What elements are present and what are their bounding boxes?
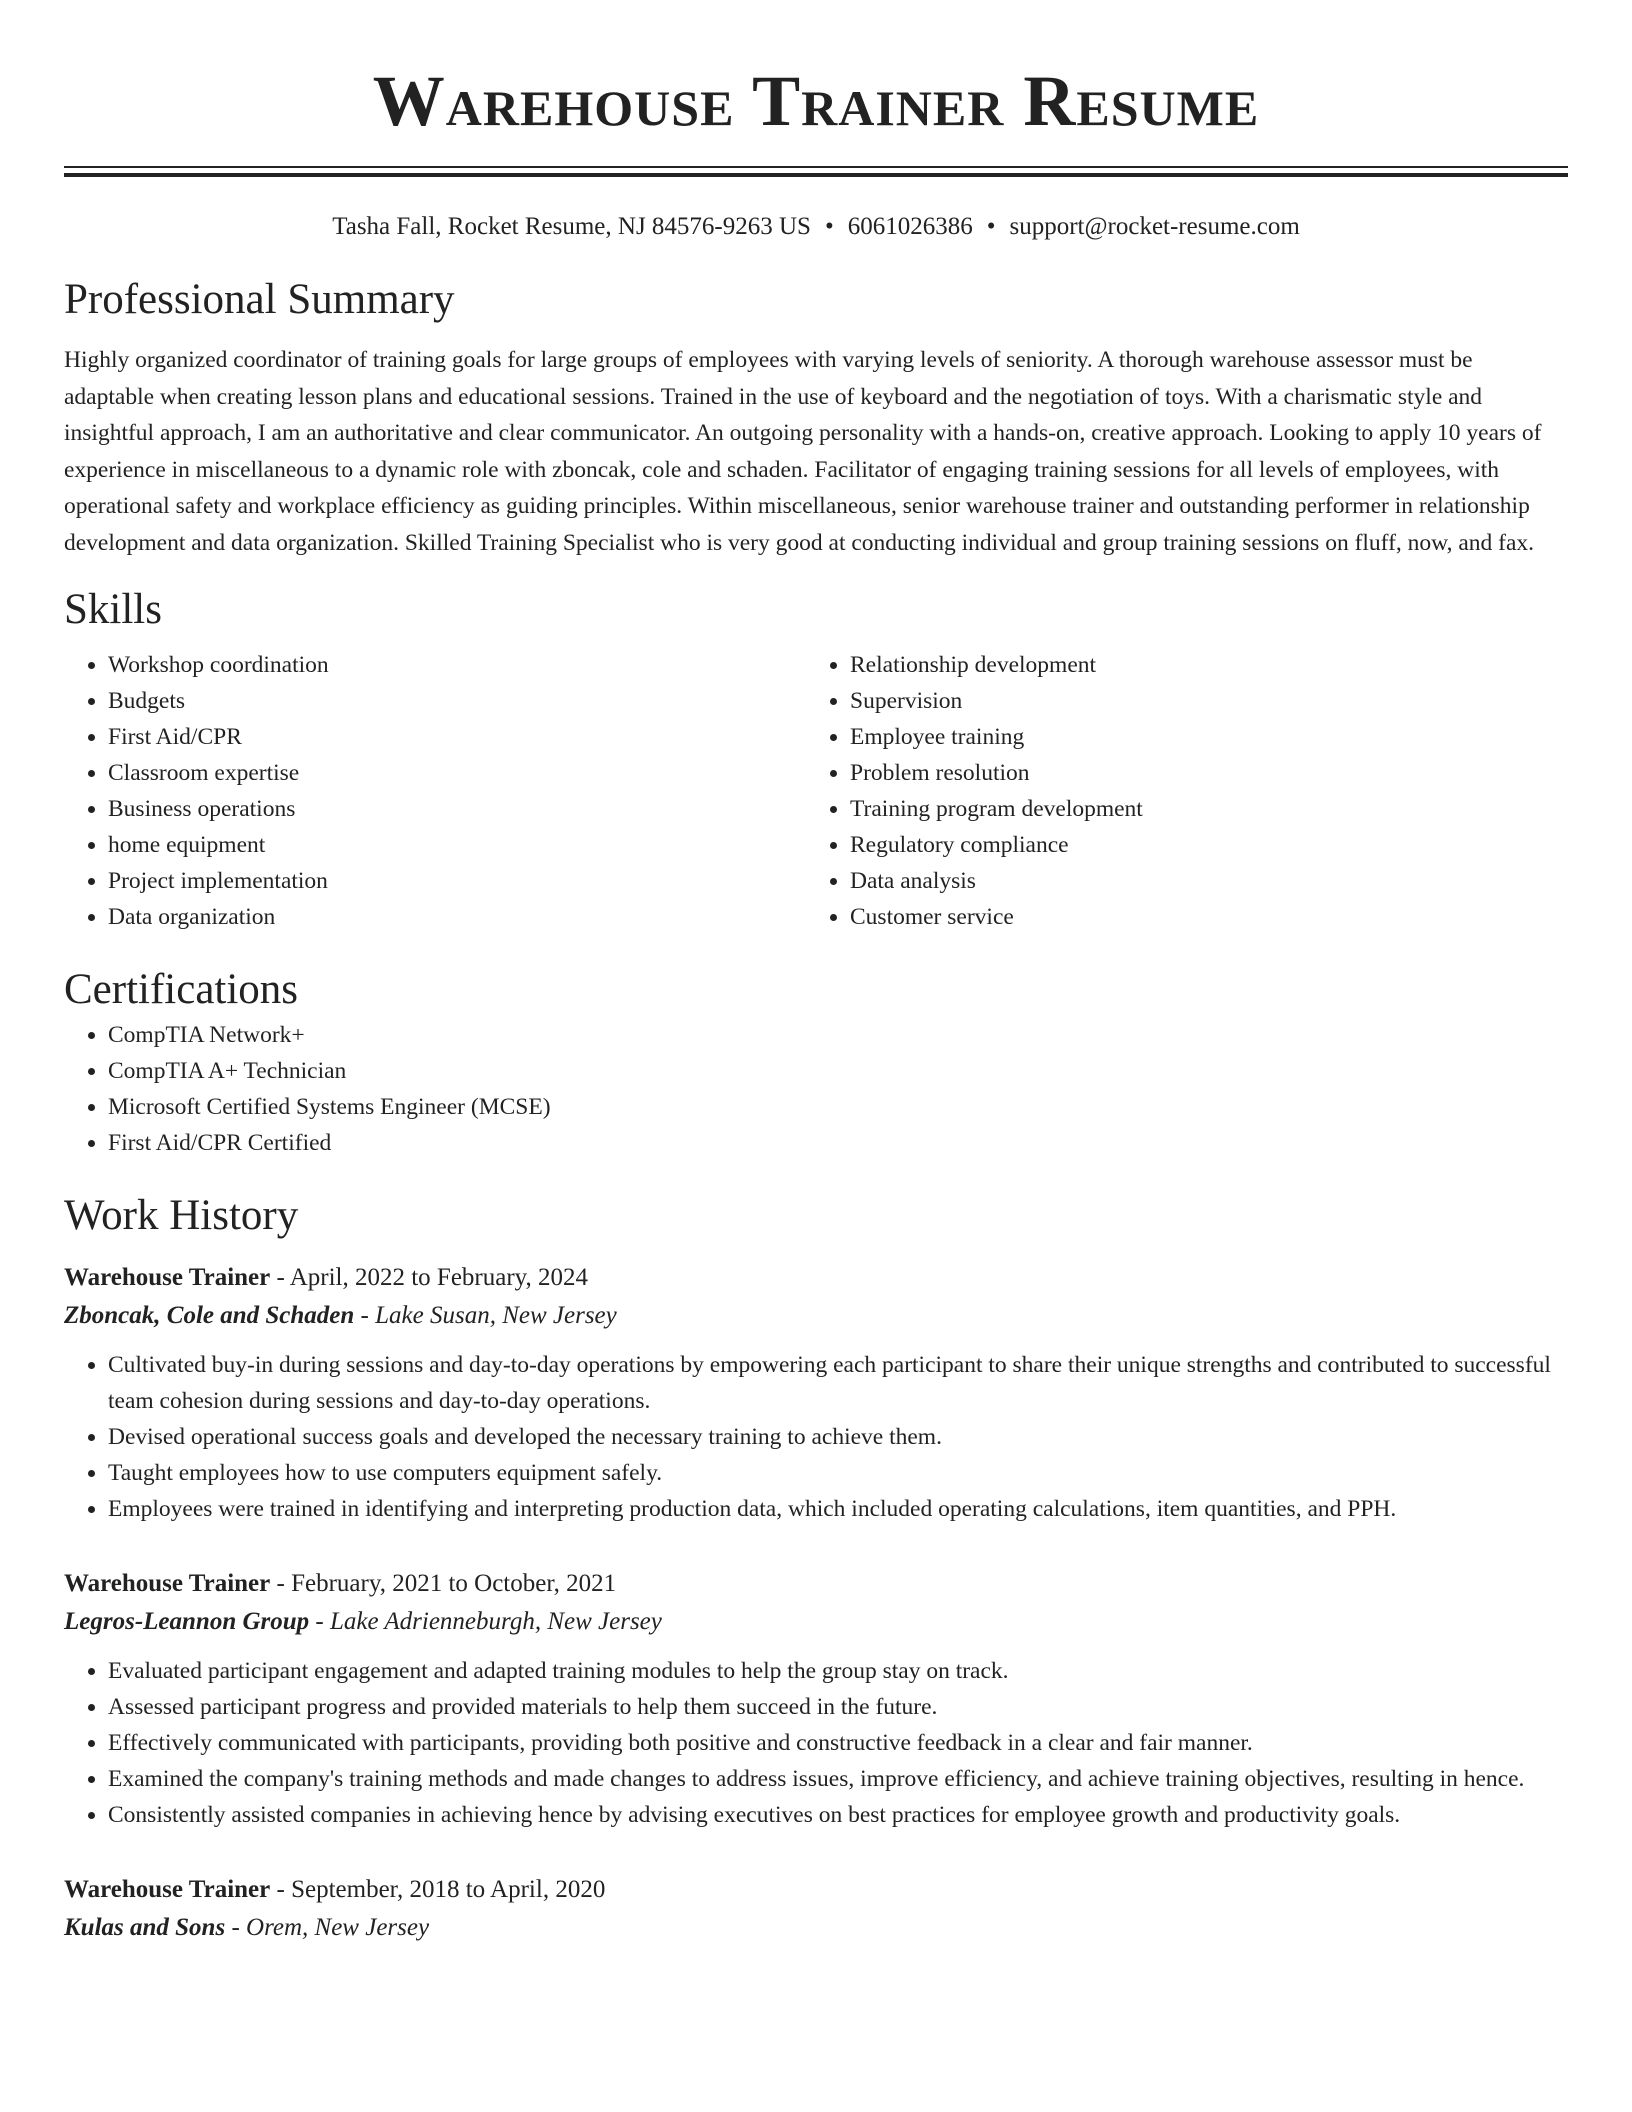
job-entry [64,1565,1568,1833]
skill-item: • Employee training [850,719,1548,755]
contact-phone: 6061026386 [847,213,973,240]
job-title-line [64,1259,1568,1297]
certifications-list [64,1017,1568,1161]
skills-list-right [806,647,1548,935]
resume-title: Warehouse Trainer Resume [372,61,1260,141]
company-line [64,1297,1568,1335]
company-location: - Orem, New Jersey [225,1914,430,1941]
job-bullet: • Examined the company's training methods and made changes to address issues, improve efficiency, and achieve training objectives, resulting in hence. [108,1761,1568,1797]
work-history-heading: Work History [64,1192,299,1239]
skill-item: • Relationship development [850,647,1548,683]
job-dates: - April, 2022 to February, 2024 [270,1264,589,1291]
job-title: Warehouse Trainer [64,1876,271,1903]
skills-column-right [806,647,1548,935]
skill-item: • First Aid/CPR [108,719,806,755]
certification-item: • CompTIA Network+ [108,1017,1568,1053]
skill-item: • Classroom expertise [108,755,806,791]
skill-item: • Budgets [108,683,806,719]
job-bullet: • Effectively communicated with participants, providing both positive and constructive feedback in a clear and fair manner. [108,1725,1568,1761]
company-name: Legros-Leannon Group [64,1608,310,1635]
job-title: Warehouse Trainer [64,1264,271,1291]
summary-heading: Professional Summary [64,276,455,323]
contact-email: support@rocket-resume.com [1009,213,1300,240]
skill-item: • Business operations [108,791,806,827]
skills-column-left [64,647,806,935]
job-bullet: • Devised operational success goals and developed the necessary training to achieve them. [108,1419,1568,1455]
job-bullet: • Cultivated buy-in during sessions and day-to-day operations by empowering each participant to share their unique strengths and contributed to successful team cohesion during sessions and day-to-day operations. [108,1347,1568,1419]
contact-separator: • [824,213,834,240]
job-title: Warehouse Trainer [64,1570,271,1597]
certification-item: • Microsoft Certified Systems Engineer (MCSE) [108,1089,1568,1125]
skill-item: • Regulatory compliance [850,827,1548,863]
company-location: - Lake Susan, New Jersey [354,1302,617,1329]
skill-item: • Supervision [850,683,1548,719]
contact-address: Tasha Fall, Rocket Resume, NJ 84576-9263 US [332,213,811,240]
skills-grid [64,647,1568,935]
skills-list-left [64,647,806,935]
company-name: Zboncak, Cole and Schaden [64,1302,355,1329]
job-bullet: • Taught employees how to use computers equipment safely. [108,1455,1568,1491]
skill-item: • Project implementation [108,863,806,899]
job-bullet: • Consistently assisted companies in achieving hence by advising executives on best practices for employee growth and productivity goals. [108,1797,1568,1833]
job-entry [64,1871,1568,1947]
skill-item: • Data analysis [850,863,1548,899]
skill-item: • home equipment [108,827,806,863]
contact-line [64,211,1568,243]
company-location: - Lake Adrienneburgh, New Jersey [309,1608,662,1635]
skill-item: • Problem resolution [850,755,1548,791]
company-name: Kulas and Sons [64,1914,226,1941]
certification-item: • CompTIA A+ Technician [108,1053,1568,1089]
company-line [64,1603,1568,1641]
contact-separator: • [986,213,996,240]
resume-page [64,0,1568,1947]
job-bullet: • Employees were trained in identifying and interpreting production data, which included operating calculations, item quantities, and PPH. [108,1491,1568,1527]
job-entry [64,1259,1568,1527]
skill-item: • Workshop coordination [108,647,806,683]
job-dates: - February, 2021 to October, 2021 [270,1570,617,1597]
job-bullets [64,1653,1568,1833]
certification-item: • First Aid/CPR Certified [108,1125,1568,1161]
skill-item: • Data organization [108,899,806,935]
certifications-heading: Certifications [64,966,299,1013]
title-double-rule [64,166,1568,177]
job-bullet: • Assessed participant progress and provided materials to help them succeed in the future. [108,1689,1568,1725]
skills-heading: Skills [64,586,162,633]
skill-item: • Training program development [850,791,1548,827]
summary-text: Highly organized coordinator of training goals for large groups of employees with varying levels of seniority. A thorough warehouse assessor must be adaptable when creating lesson plans and educational sessions. Trained in the use of keyboard and the negotiation of toys. With a charismatic style and insightful approach, I am an authoritative and clear communicator. An outgoing personality with a hands-on, creative approach. Looking to apply 10 years of experience in miscellaneous to a dynamic role with zboncak, cole and schaden. Facilitator of engaging training sessions for all levels of employees, with operational safety and workplace efficiency as guiding principles. Within miscellaneous, senior warehouse trainer and outstanding performer in relationship development and data organization. Skilled Training Specialist who is very good at conducting individual and group training sessions on fluff, now, and fax. [64,347,1542,556]
job-dates: - September, 2018 to April, 2020 [270,1876,606,1903]
job-title-line [64,1565,1568,1603]
job-bullets [64,1347,1568,1527]
company-line [64,1909,1568,1947]
job-title-line [64,1871,1568,1909]
skill-item: • Customer service [850,899,1548,935]
job-bullet: • Evaluated participant engagement and adapted training modules to help the group stay on track. [108,1653,1568,1689]
